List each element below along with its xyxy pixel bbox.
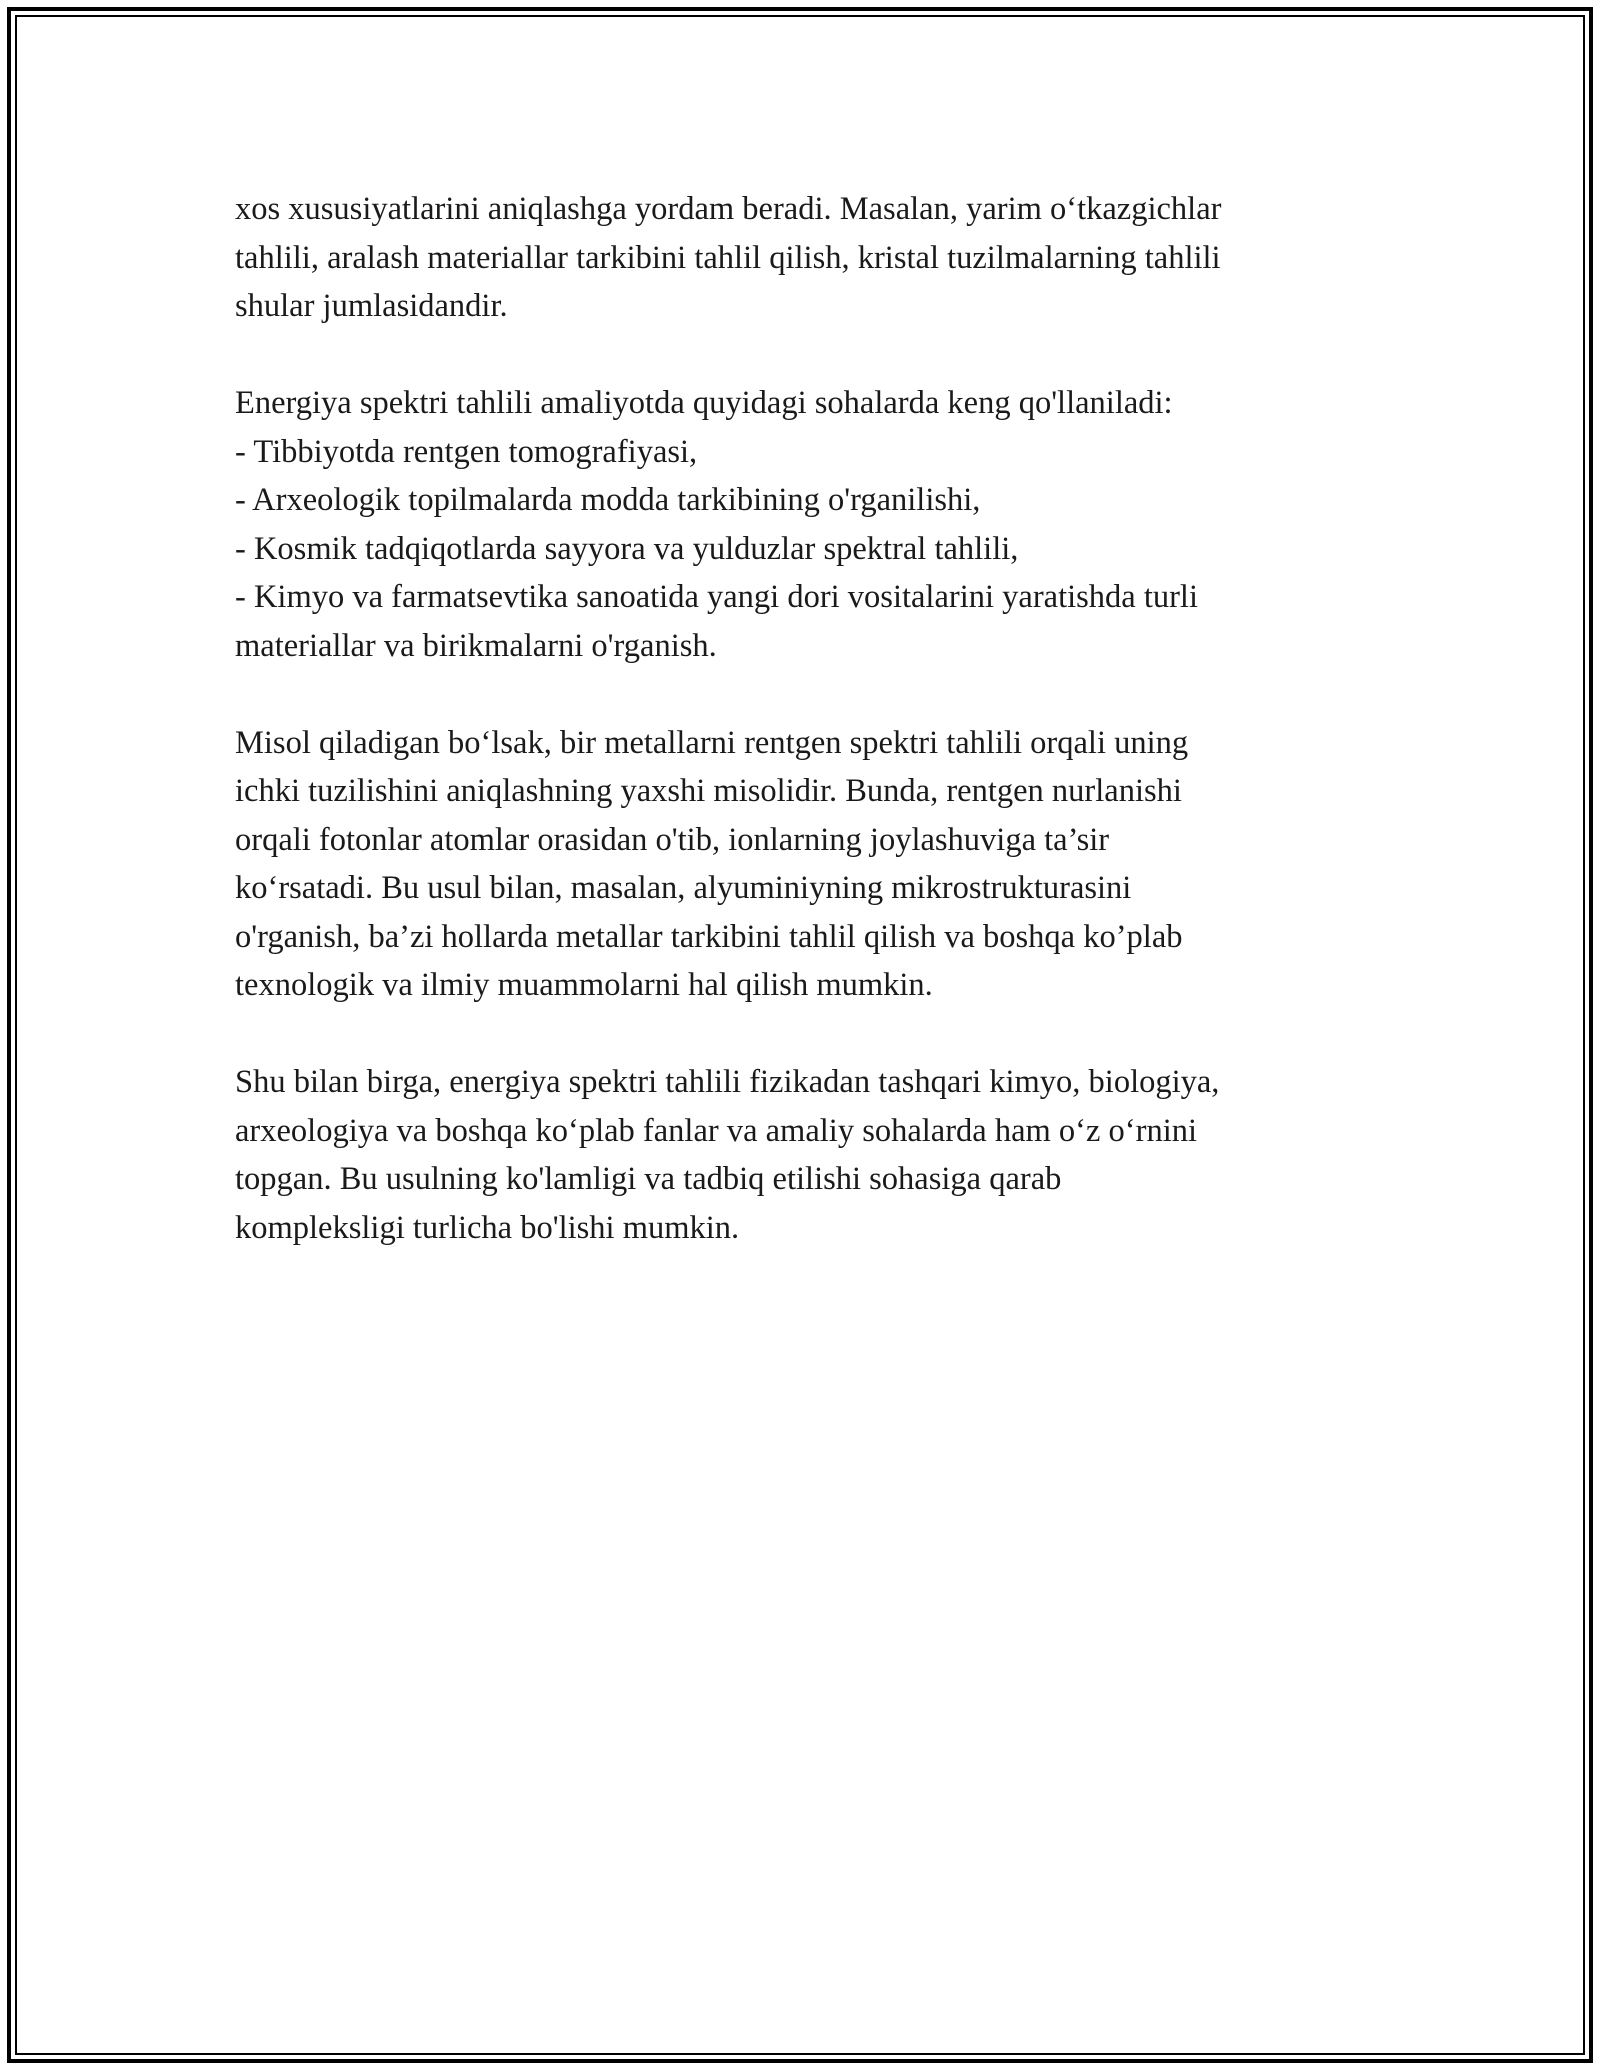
paragraph-2-usage-list (235, 379, 1365, 670)
text-line: arxeologiya va boshqa ko‘plab fanlar va amaliy sohalarda ham o‘z o‘rnini (235, 1112, 1198, 1149)
list-item: - Arxeologik topilmalarda modda tarkibining o'rganilishi, (235, 482, 981, 518)
list-item: - Kimyo va farmatsevtika sanoatida yangi dori vositalarini yaratishda turli (235, 579, 1198, 615)
text-line: orqali fotonlar atomlar orasidan o'tib, ionlarning joylashuviga ta’sir (235, 821, 1110, 858)
text-line: shular jumlasidandir. (235, 288, 508, 324)
paragraph-3 (235, 719, 1365, 1010)
list-intro: Energiya spektri tahlili amaliyotda quyidagi sohalarda keng qo'llaniladi: (235, 385, 1173, 421)
document-body (235, 185, 1365, 1301)
list-item: - Tibbiyotda rentgen tomografiyasi, (235, 433, 698, 470)
text-line: Shu bilan birga, energiya spektri tahlili fizikadan tashqari kimyo, biologiya, (235, 1064, 1220, 1100)
paragraph-4 (235, 1058, 1365, 1252)
paragraph-1 (235, 185, 1365, 331)
text-line: o'rganish, ba’zi hollarda metallar tarkibini tahlil qilish va boshqa ko’plab (235, 918, 1183, 955)
text-line: Misol qiladigan bo‘lsak, bir metallarni rentgen spektri tahlili orqali uning (235, 724, 1189, 761)
text-line: tahlili, aralash materiallar tarkibini tahlil qilish, kristal tuzilmalarning tahlili (235, 239, 1221, 276)
text-line: texnologik va ilmiy muammolarni hal qilish mumkin. (235, 967, 933, 1003)
list-item: - Kosmik tadqiqotlarda sayyora va yulduzlar spektral tahlili, (235, 530, 1019, 567)
text-line: xos xususiyatlarini aniqlashga yordam beradi. Masalan, yarim o‘tkazgichlar (235, 191, 1222, 227)
text-line: ko‘rsatadi. Bu usul bilan, masalan, alyuminiyning mikrostrukturasini (235, 870, 1132, 906)
text-line: topgan. Bu usulning ko'lamligi va tadbiq etilishi sohasiga qarab (235, 1161, 1062, 1197)
text-line: ichki tuzilishini aniqlashning yaxshi misolidir. Bunda, rentgen nurlanishi (235, 773, 1182, 809)
text-line: kompleksligi turlicha bo'lishi mumkin. (235, 1209, 740, 1246)
list-item-continuation: materiallar va birikmalarni o'rganish. (235, 627, 717, 664)
